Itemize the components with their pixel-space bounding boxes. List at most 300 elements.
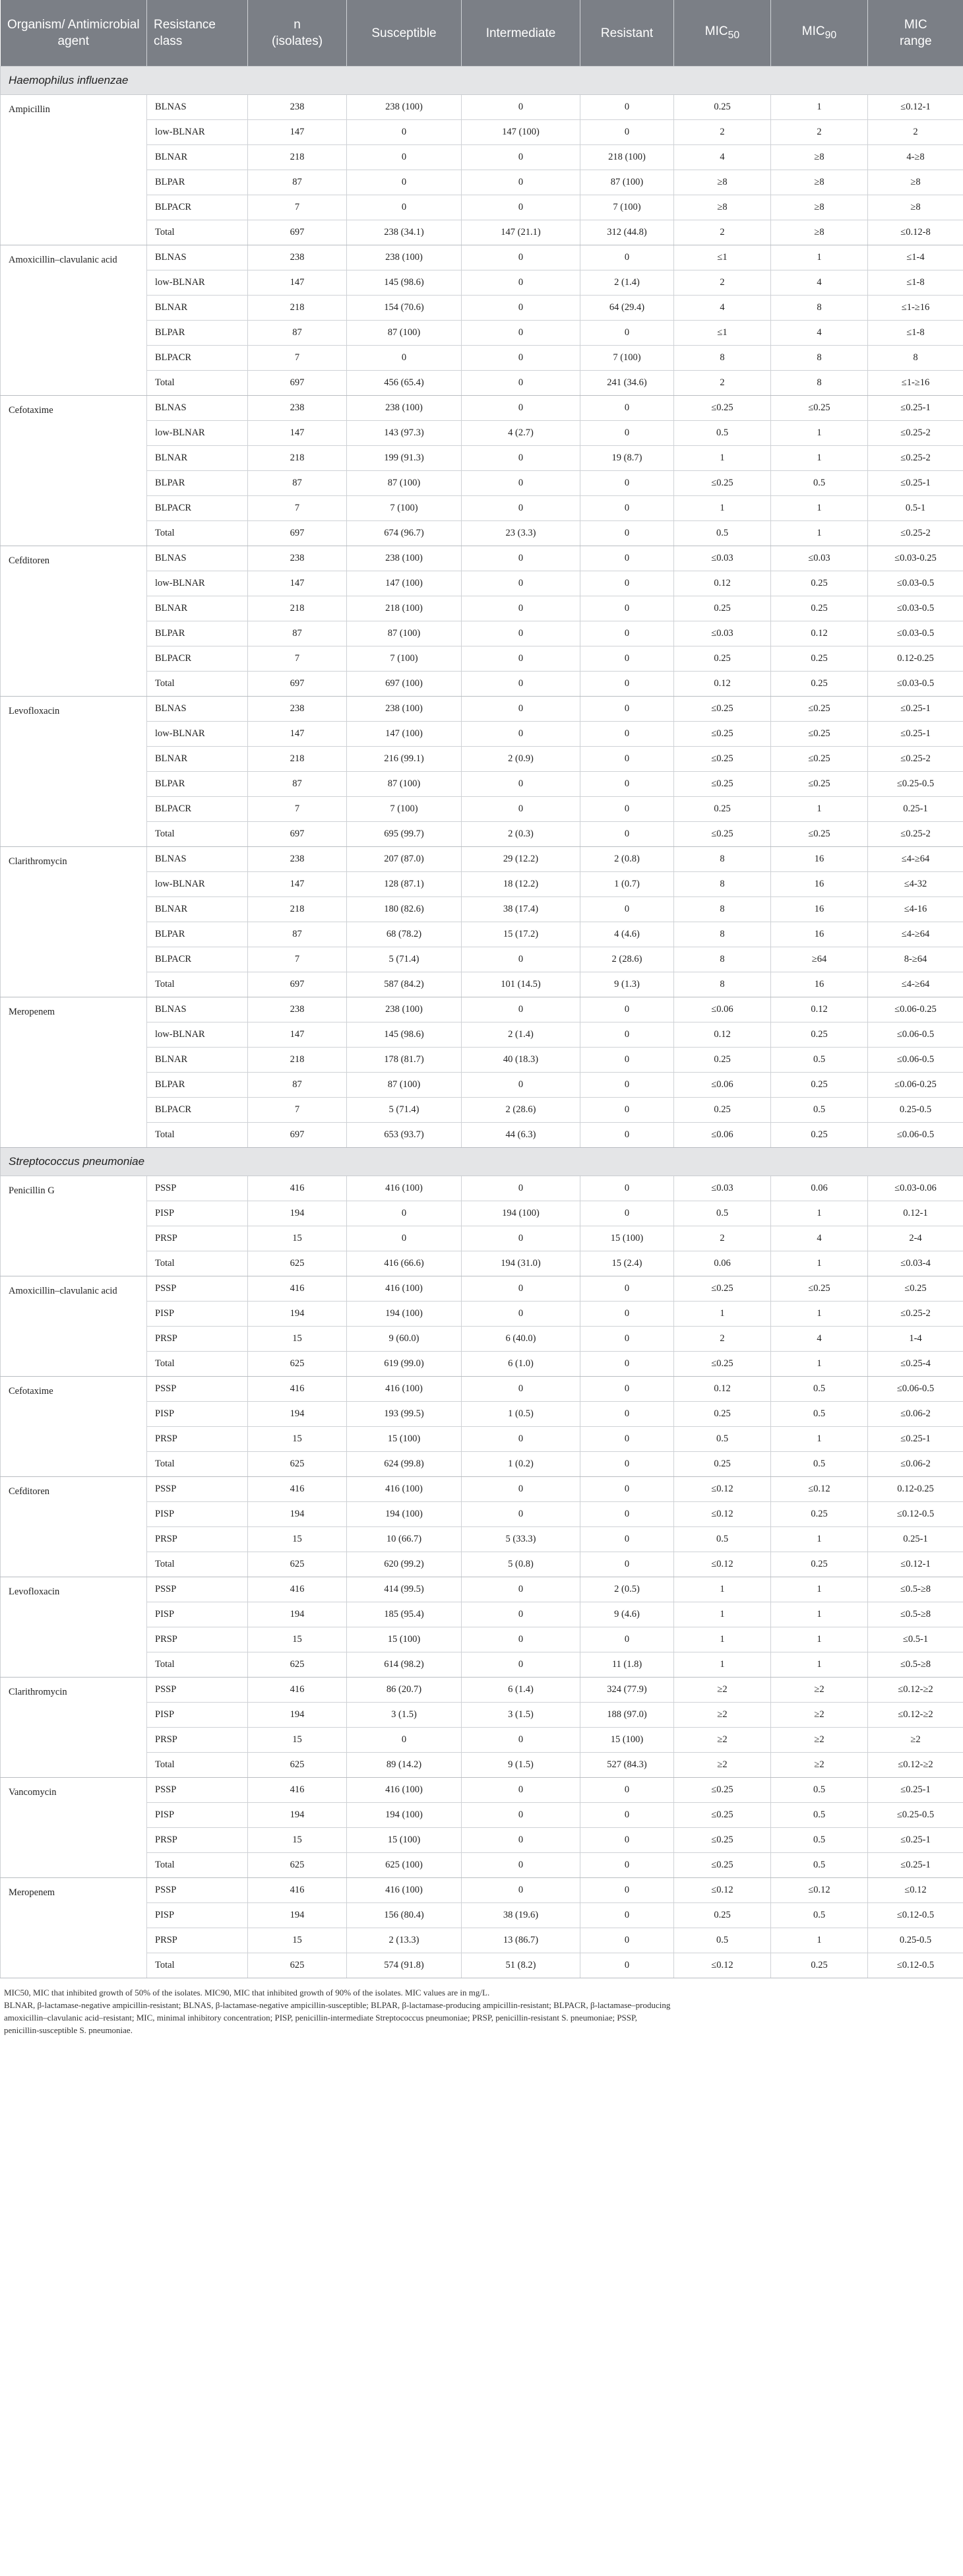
header-mic-range <box>868 0 963 67</box>
susceptible-cell: 624 (99.8) <box>347 1452 462 1477</box>
mic90-cell: 0.25 <box>771 646 868 672</box>
susceptible-cell: 147 (100) <box>347 571 462 596</box>
resistant-cell: 0 <box>580 1427 674 1452</box>
intermediate-cell: 0 <box>462 170 580 195</box>
intermediate-cell: 2 (1.4) <box>462 1022 580 1048</box>
resistance-class-cell: PISP <box>147 1803 248 1828</box>
mic90-cell: 8 <box>771 296 868 321</box>
resistant-cell: 241 (34.6) <box>580 371 674 396</box>
header-agent: Organism/ Antimicrobial agent <box>1 0 147 67</box>
mic-range-cell: ≤0.25 <box>868 1276 963 1302</box>
resistant-cell: 0 <box>580 471 674 496</box>
resistance-class-cell: Total <box>147 521 248 546</box>
footnote-line: penicillin-susceptible S. pneumoniae. <box>4 2025 133 2035</box>
susceptible-cell: 238 (100) <box>347 245 462 270</box>
n-cell: 238 <box>248 697 347 722</box>
n-cell: 7 <box>248 1098 347 1123</box>
n-cell: 697 <box>248 822 347 847</box>
mic90-cell: 1 <box>771 1577 868 1602</box>
mic50-cell: ≤0.06 <box>674 1073 771 1098</box>
susceptible-cell: 178 (81.7) <box>347 1048 462 1073</box>
susceptible-cell: 7 (100) <box>347 797 462 822</box>
mic50-cell: 0.25 <box>674 596 771 621</box>
mic-range-cell: ≥2 <box>868 1728 963 1753</box>
mic50-cell: ≥8 <box>674 170 771 195</box>
intermediate-cell: 0 <box>462 145 580 170</box>
resistant-cell: 4 (4.6) <box>580 922 674 947</box>
susceptible-cell: 0 <box>347 1201 462 1226</box>
resistant-cell: 0 <box>580 596 674 621</box>
susceptible-cell: 87 (100) <box>347 621 462 646</box>
footnote-line: amoxicillin–clavulanic acid–resistant; MIC, minimal inhibitory concentration; PISP, penicillin-intermediate Streptococcus pneumoniae; PRSP, penicillin-resistant S. pneumoniae; PSSP, <box>4 2013 638 2023</box>
mic50-cell: ≤0.06 <box>674 997 771 1022</box>
n-cell: 625 <box>248 1953 347 1978</box>
intermediate-cell: 44 (6.3) <box>462 1123 580 1148</box>
mic90-cell: 0.25 <box>771 571 868 596</box>
mic50-cell: 0.5 <box>674 521 771 546</box>
resistance-class-cell: BLNAR <box>147 747 248 772</box>
mic50-cell: 2 <box>674 1327 771 1352</box>
mic50-cell: ≤0.12 <box>674 1477 771 1502</box>
susceptible-cell: 147 (100) <box>347 722 462 747</box>
n-cell: 7 <box>248 646 347 672</box>
agent-name: Amoxicillin–clavulanic acid <box>1 1276 147 1377</box>
resistance-class-cell: BLPACR <box>147 1098 248 1123</box>
mic-range-cell: 0.25-0.5 <box>868 1928 963 1953</box>
header-mic50-base: MIC <box>704 24 728 38</box>
susceptible-cell: 574 (91.8) <box>347 1953 462 1978</box>
resistant-cell: 0 <box>580 1327 674 1352</box>
intermediate-cell: 23 (3.3) <box>462 521 580 546</box>
n-cell: 625 <box>248 1753 347 1778</box>
resistant-cell: 19 (8.7) <box>580 446 674 471</box>
resistance-class-cell: BLPACR <box>147 346 248 371</box>
mic50-cell: 1 <box>674 1602 771 1627</box>
intermediate-cell: 0 <box>462 270 580 296</box>
mic-range-cell: ≤0.5-≥8 <box>868 1602 963 1627</box>
n-cell: 238 <box>248 546 347 571</box>
mic-range-cell: ≤0.12 <box>868 1878 963 1903</box>
mic50-cell: ≥2 <box>674 1753 771 1778</box>
mic50-cell: ≤0.25 <box>674 722 771 747</box>
mic90-cell: 0.12 <box>771 621 868 646</box>
mic50-cell: ≤1 <box>674 321 771 346</box>
mic-range-cell: ≤0.25-2 <box>868 822 963 847</box>
resistant-cell: 64 (29.4) <box>580 296 674 321</box>
mic50-cell: 4 <box>674 145 771 170</box>
susceptible-cell: 238 (100) <box>347 396 462 421</box>
mic-range-cell: ≤1-≥16 <box>868 371 963 396</box>
susceptible-cell: 416 (100) <box>347 1778 462 1803</box>
resistant-cell: 0 <box>580 321 674 346</box>
n-cell: 15 <box>248 1928 347 1953</box>
mic90-cell: 0.5 <box>771 471 868 496</box>
susceptible-cell: 619 (99.0) <box>347 1352 462 1377</box>
intermediate-cell: 0 <box>462 496 580 521</box>
mic90-cell: ≥64 <box>771 947 868 972</box>
mic-range-cell: ≤0.06-2 <box>868 1402 963 1427</box>
susceptible-cell: 154 (70.6) <box>347 296 462 321</box>
resistance-class-cell: BLNAR <box>147 145 248 170</box>
mic90-cell: ≤0.03 <box>771 546 868 571</box>
mic-range-cell: ≤0.03-0.5 <box>868 621 963 646</box>
mic50-cell: ≥2 <box>674 1728 771 1753</box>
mic-range-cell: ≤4-≥64 <box>868 972 963 997</box>
mic90-cell: 0.5 <box>771 1048 868 1073</box>
resistant-cell: 2 (0.8) <box>580 847 674 872</box>
mic-range-cell: ≤0.03-0.06 <box>868 1176 963 1201</box>
header-mic50 <box>674 0 771 67</box>
mic-range-cell: ≤0.25-1 <box>868 722 963 747</box>
mic90-cell: 8 <box>771 371 868 396</box>
susceptible-cell: 416 (66.6) <box>347 1251 462 1276</box>
mic50-cell: ≤0.25 <box>674 1803 771 1828</box>
n-cell: 625 <box>248 1352 347 1377</box>
n-cell: 147 <box>248 270 347 296</box>
mic90-cell: 16 <box>771 972 868 997</box>
n-cell: 238 <box>248 847 347 872</box>
mic-range-cell: ≥8 <box>868 195 963 220</box>
susceptible-cell: 9 (60.0) <box>347 1327 462 1352</box>
mic90-cell: 2 <box>771 120 868 145</box>
resistance-class-cell: low-BLNAR <box>147 571 248 596</box>
intermediate-cell: 18 (12.2) <box>462 872 580 897</box>
n-cell: 147 <box>248 872 347 897</box>
resistance-class-cell: BLPACR <box>147 195 248 220</box>
mic90-cell: 0.25 <box>771 1552 868 1577</box>
susceptible-cell: 7 (100) <box>347 496 462 521</box>
intermediate-cell: 0 <box>462 947 580 972</box>
n-cell: 15 <box>248 1427 347 1452</box>
resistant-cell: 0 <box>580 1928 674 1953</box>
susceptible-cell: 207 (87.0) <box>347 847 462 872</box>
mic50-cell: ≤0.06 <box>674 1123 771 1148</box>
mic-range-cell: ≤0.25-4 <box>868 1352 963 1377</box>
susceptible-cell: 0 <box>347 346 462 371</box>
susceptible-cell: 587 (84.2) <box>347 972 462 997</box>
mic90-cell: 0.25 <box>771 1953 868 1978</box>
intermediate-cell: 0 <box>462 296 580 321</box>
intermediate-cell: 0 <box>462 371 580 396</box>
intermediate-cell: 0 <box>462 1878 580 1903</box>
resistant-cell: 87 (100) <box>580 170 674 195</box>
header-intermediate: Intermediate <box>462 0 580 67</box>
mic-range-cell: ≤0.06-0.5 <box>868 1022 963 1048</box>
mic50-cell: ≤0.03 <box>674 546 771 571</box>
mic90-cell: ≥8 <box>771 145 868 170</box>
resistance-class-cell: BLPAR <box>147 621 248 646</box>
susceptible-cell: 416 (100) <box>347 1477 462 1502</box>
susceptible-cell: 3 (1.5) <box>347 1703 462 1728</box>
mic-range-cell: ≤0.12-8 <box>868 220 963 245</box>
agent-name: Cefotaxime <box>1 396 147 546</box>
resistance-class-cell: BLNAS <box>147 697 248 722</box>
susceptible-cell: 238 (100) <box>347 95 462 120</box>
resistant-cell: 0 <box>580 822 674 847</box>
mic50-cell: ≥8 <box>674 195 771 220</box>
resistance-class-cell: Total <box>147 1853 248 1878</box>
intermediate-cell: 3 (1.5) <box>462 1703 580 1728</box>
n-cell: 194 <box>248 1602 347 1627</box>
resistance-class-cell: Total <box>147 1123 248 1148</box>
mic-range-cell: ≤0.03-0.5 <box>868 672 963 697</box>
resistance-class-cell: BLPAR <box>147 1073 248 1098</box>
resistance-class-cell: PSSP <box>147 1176 248 1201</box>
n-cell: 147 <box>248 421 347 446</box>
mic90-cell: 1 <box>771 446 868 471</box>
mic-range-cell: 0.12-1 <box>868 1201 963 1226</box>
resistance-class-cell: low-BLNAR <box>147 872 248 897</box>
resistance-class-cell: PRSP <box>147 1427 248 1452</box>
intermediate-cell: 51 (8.2) <box>462 1953 580 1978</box>
mic50-cell: ≤0.03 <box>674 1176 771 1201</box>
resistant-cell: 0 <box>580 1402 674 1427</box>
resistant-cell: 0 <box>580 697 674 722</box>
n-cell: 697 <box>248 1123 347 1148</box>
resistance-class-cell: PISP <box>147 1703 248 1728</box>
n-cell: 15 <box>248 1627 347 1652</box>
mic90-cell: 1 <box>771 1652 868 1678</box>
resistant-cell: 0 <box>580 95 674 120</box>
header-resistant: Resistant <box>580 0 674 67</box>
susceptible-cell: 697 (100) <box>347 672 462 697</box>
mic90-cell: 1 <box>771 1627 868 1652</box>
intermediate-cell: 6 (1.0) <box>462 1352 580 1377</box>
mic50-cell: 1 <box>674 1577 771 1602</box>
mic50-cell: ≤0.25 <box>674 1853 771 1878</box>
resistance-class-cell: PSSP <box>147 1678 248 1703</box>
intermediate-cell: 0 <box>462 722 580 747</box>
susceptible-cell: 194 (100) <box>347 1803 462 1828</box>
mic50-cell: 0.25 <box>674 1098 771 1123</box>
mic50-cell: ≤0.25 <box>674 1276 771 1302</box>
mic50-cell: 8 <box>674 897 771 922</box>
n-cell: 7 <box>248 195 347 220</box>
intermediate-cell: 0 <box>462 396 580 421</box>
resistance-class-cell: Total <box>147 1953 248 1978</box>
n-cell: 625 <box>248 1853 347 1878</box>
resistant-cell: 0 <box>580 571 674 596</box>
resistance-class-cell: Total <box>147 1352 248 1377</box>
intermediate-cell: 0 <box>462 1803 580 1828</box>
mic90-cell: 0.25 <box>771 1022 868 1048</box>
resistance-class-cell: PRSP <box>147 1627 248 1652</box>
mic50-cell: ≤0.25 <box>674 1828 771 1853</box>
mic90-cell: 4 <box>771 1226 868 1251</box>
table-row <box>1 95 963 120</box>
n-cell: 416 <box>248 1678 347 1703</box>
mic-range-cell: ≤0.25-1 <box>868 1828 963 1853</box>
mic90-cell: 0.25 <box>771 1502 868 1527</box>
mic50-cell: 0.12 <box>674 571 771 596</box>
resistance-class-cell: PISP <box>147 1502 248 1527</box>
mic90-cell: ≥2 <box>771 1703 868 1728</box>
n-cell: 416 <box>248 1377 347 1402</box>
resistant-cell: 0 <box>580 1073 674 1098</box>
susceptible-cell: 145 (98.6) <box>347 270 462 296</box>
susceptible-cell: 87 (100) <box>347 772 462 797</box>
n-cell: 194 <box>248 1402 347 1427</box>
intermediate-cell: 0 <box>462 646 580 672</box>
agent-name: Levofloxacin <box>1 1577 147 1678</box>
resistance-class-cell: BLPAR <box>147 471 248 496</box>
mic-range-cell: 2 <box>868 120 963 145</box>
n-cell: 218 <box>248 1048 347 1073</box>
mic90-cell: 4 <box>771 321 868 346</box>
mic-range-cell: ≤1-4 <box>868 245 963 270</box>
susceptible-cell: 128 (87.1) <box>347 872 462 897</box>
agent-name: Cefditoren <box>1 546 147 697</box>
susceptible-cell: 0 <box>347 195 462 220</box>
mic-range-cell: 0.5-1 <box>868 496 963 521</box>
resistance-class-cell: Total <box>147 1753 248 1778</box>
mic-range-cell: ≤0.12-1 <box>868 1552 963 1577</box>
mic90-cell: 0.5 <box>771 1098 868 1123</box>
resistance-class-cell: Total <box>147 1552 248 1577</box>
resistance-class-cell: Total <box>147 1452 248 1477</box>
intermediate-cell: 0 <box>462 596 580 621</box>
mic90-cell: 0.5 <box>771 1903 868 1928</box>
mic50-cell: 1 <box>674 496 771 521</box>
resistant-cell: 0 <box>580 120 674 145</box>
header-n-line1: n <box>294 18 301 32</box>
intermediate-cell: 0 <box>462 997 580 1022</box>
mic90-cell: 1 <box>771 1201 868 1226</box>
mic90-cell: 0.5 <box>771 1853 868 1878</box>
resistant-cell: 188 (97.0) <box>580 1703 674 1728</box>
mic90-cell: 16 <box>771 922 868 947</box>
mic90-cell: ≥2 <box>771 1728 868 1753</box>
mic-range-cell: 0.25-1 <box>868 797 963 822</box>
susceptible-cell: 625 (100) <box>347 1853 462 1878</box>
mic50-cell: 0.25 <box>674 95 771 120</box>
resistant-cell: 0 <box>580 1201 674 1226</box>
mic-range-cell: ≤0.06-0.5 <box>868 1048 963 1073</box>
mic-range-cell: ≤0.25-1 <box>868 697 963 722</box>
agent-name: Penicillin G <box>1 1176 147 1276</box>
footnote-line: BLNAR, β-lactamase-negative ampicillin-resistant; BLNAS, β-lactamase-negative ampicillin-susceptible; BLPAR, β-lactamase-producing ampicillin-resistant; BLPACR, β-lactamase–producing <box>4 2000 671 2010</box>
mic50-cell: 1 <box>674 1302 771 1327</box>
resistant-cell: 0 <box>580 1853 674 1878</box>
mic50-cell: ≥2 <box>674 1703 771 1728</box>
resistant-cell: 7 (100) <box>580 195 674 220</box>
mic-range-cell: ≤0.06-0.5 <box>868 1377 963 1402</box>
resistant-cell: 0 <box>580 1903 674 1928</box>
header-n-line2: (isolates) <box>271 34 323 48</box>
footnote-line: MIC50, MIC that inhibited growth of 50% of the isolates. MIC90, MIC that inhibited growth of 90% of the isolates. MIC values are in mg/L. <box>4 1988 490 1997</box>
n-cell: 238 <box>248 95 347 120</box>
mic90-cell: 0.5 <box>771 1778 868 1803</box>
intermediate-cell: 0 <box>462 245 580 270</box>
mic90-cell: 1 <box>771 797 868 822</box>
mic90-cell: 0.12 <box>771 997 868 1022</box>
mic-range-cell: ≤1-≥16 <box>868 296 963 321</box>
n-cell: 625 <box>248 1552 347 1577</box>
n-cell: 218 <box>248 897 347 922</box>
resistant-cell: 0 <box>580 521 674 546</box>
resistance-class-cell: low-BLNAR <box>147 1022 248 1048</box>
susceptible-cell: 238 (100) <box>347 546 462 571</box>
agent-name: Cefotaxime <box>1 1377 147 1477</box>
mic90-cell: ≤0.25 <box>771 722 868 747</box>
n-cell: 194 <box>248 1803 347 1828</box>
table-row <box>1 1377 963 1402</box>
mic-range-cell: ≤0.25-1 <box>868 1853 963 1878</box>
mic-range-cell: ≤4-≥64 <box>868 922 963 947</box>
susceptible-cell: 416 (100) <box>347 1878 462 1903</box>
mic50-cell: 8 <box>674 972 771 997</box>
mic50-cell: ≤0.25 <box>674 747 771 772</box>
susceptible-cell: 87 (100) <box>347 1073 462 1098</box>
susceptible-cell: 5 (71.4) <box>347 1098 462 1123</box>
susceptible-cell: 180 (82.6) <box>347 897 462 922</box>
susceptible-cell: 614 (98.2) <box>347 1652 462 1678</box>
mic50-cell: ≤0.12 <box>674 1502 771 1527</box>
resistant-cell: 0 <box>580 672 674 697</box>
mic-range-cell: ≤0.5-≥8 <box>868 1652 963 1678</box>
susceptible-cell: 0 <box>347 120 462 145</box>
mic90-cell: 1 <box>771 1302 868 1327</box>
agent-name: Meropenem <box>1 997 147 1148</box>
resistant-cell: 9 (1.3) <box>580 972 674 997</box>
n-cell: 218 <box>248 446 347 471</box>
mic-range-cell: 0.25-0.5 <box>868 1098 963 1123</box>
resistance-class-cell: PRSP <box>147 1728 248 1753</box>
intermediate-cell: 0 <box>462 95 580 120</box>
susceptible-cell: 194 (100) <box>347 1502 462 1527</box>
intermediate-cell: 194 (31.0) <box>462 1251 580 1276</box>
mic50-cell: 8 <box>674 346 771 371</box>
intermediate-cell: 0 <box>462 1073 580 1098</box>
mic-range-cell: 8 <box>868 346 963 371</box>
mic90-cell: 8 <box>771 346 868 371</box>
agent-name: Amoxicillin–clavulanic acid <box>1 245 147 396</box>
resistance-class-cell: Total <box>147 371 248 396</box>
mic50-cell: ≤0.25 <box>674 1778 771 1803</box>
resistant-cell: 15 (100) <box>580 1226 674 1251</box>
mic-range-cell: ≤0.25-2 <box>868 1302 963 1327</box>
mic-range-cell: ≤0.06-2 <box>868 1452 963 1477</box>
intermediate-cell: 0 <box>462 1226 580 1251</box>
susceptible-cell: 695 (99.7) <box>347 822 462 847</box>
resistant-cell: 0 <box>580 1377 674 1402</box>
mic-range-cell: ≤0.03-0.5 <box>868 571 963 596</box>
intermediate-cell: 15 (17.2) <box>462 922 580 947</box>
n-cell: 416 <box>248 1778 347 1803</box>
mic-range-cell: 0.12-0.25 <box>868 1477 963 1502</box>
mic-range-cell: ≤0.25-0.5 <box>868 772 963 797</box>
organism-section-row <box>1 67 963 95</box>
intermediate-cell: 5 (33.3) <box>462 1527 580 1552</box>
n-cell: 416 <box>248 1878 347 1903</box>
mic-range-cell: ≤0.03-4 <box>868 1251 963 1276</box>
resistance-class-cell: BLNAS <box>147 546 248 571</box>
mic50-cell: ≤0.03 <box>674 621 771 646</box>
intermediate-cell: 0 <box>462 346 580 371</box>
resistant-cell: 312 (44.8) <box>580 220 674 245</box>
intermediate-cell: 0 <box>462 1577 580 1602</box>
mic-range-cell: ≤0.25-1 <box>868 471 963 496</box>
mic-range-cell: ≤0.25-1 <box>868 396 963 421</box>
resistant-cell: 0 <box>580 1452 674 1477</box>
resistant-cell: 0 <box>580 797 674 822</box>
susceptible-cell: 10 (66.7) <box>347 1527 462 1552</box>
n-cell: 625 <box>248 1652 347 1678</box>
header-n <box>248 0 347 67</box>
mic90-cell: ≤0.25 <box>771 697 868 722</box>
mic50-cell: 0.5 <box>674 421 771 446</box>
resistance-class-cell: Total <box>147 972 248 997</box>
